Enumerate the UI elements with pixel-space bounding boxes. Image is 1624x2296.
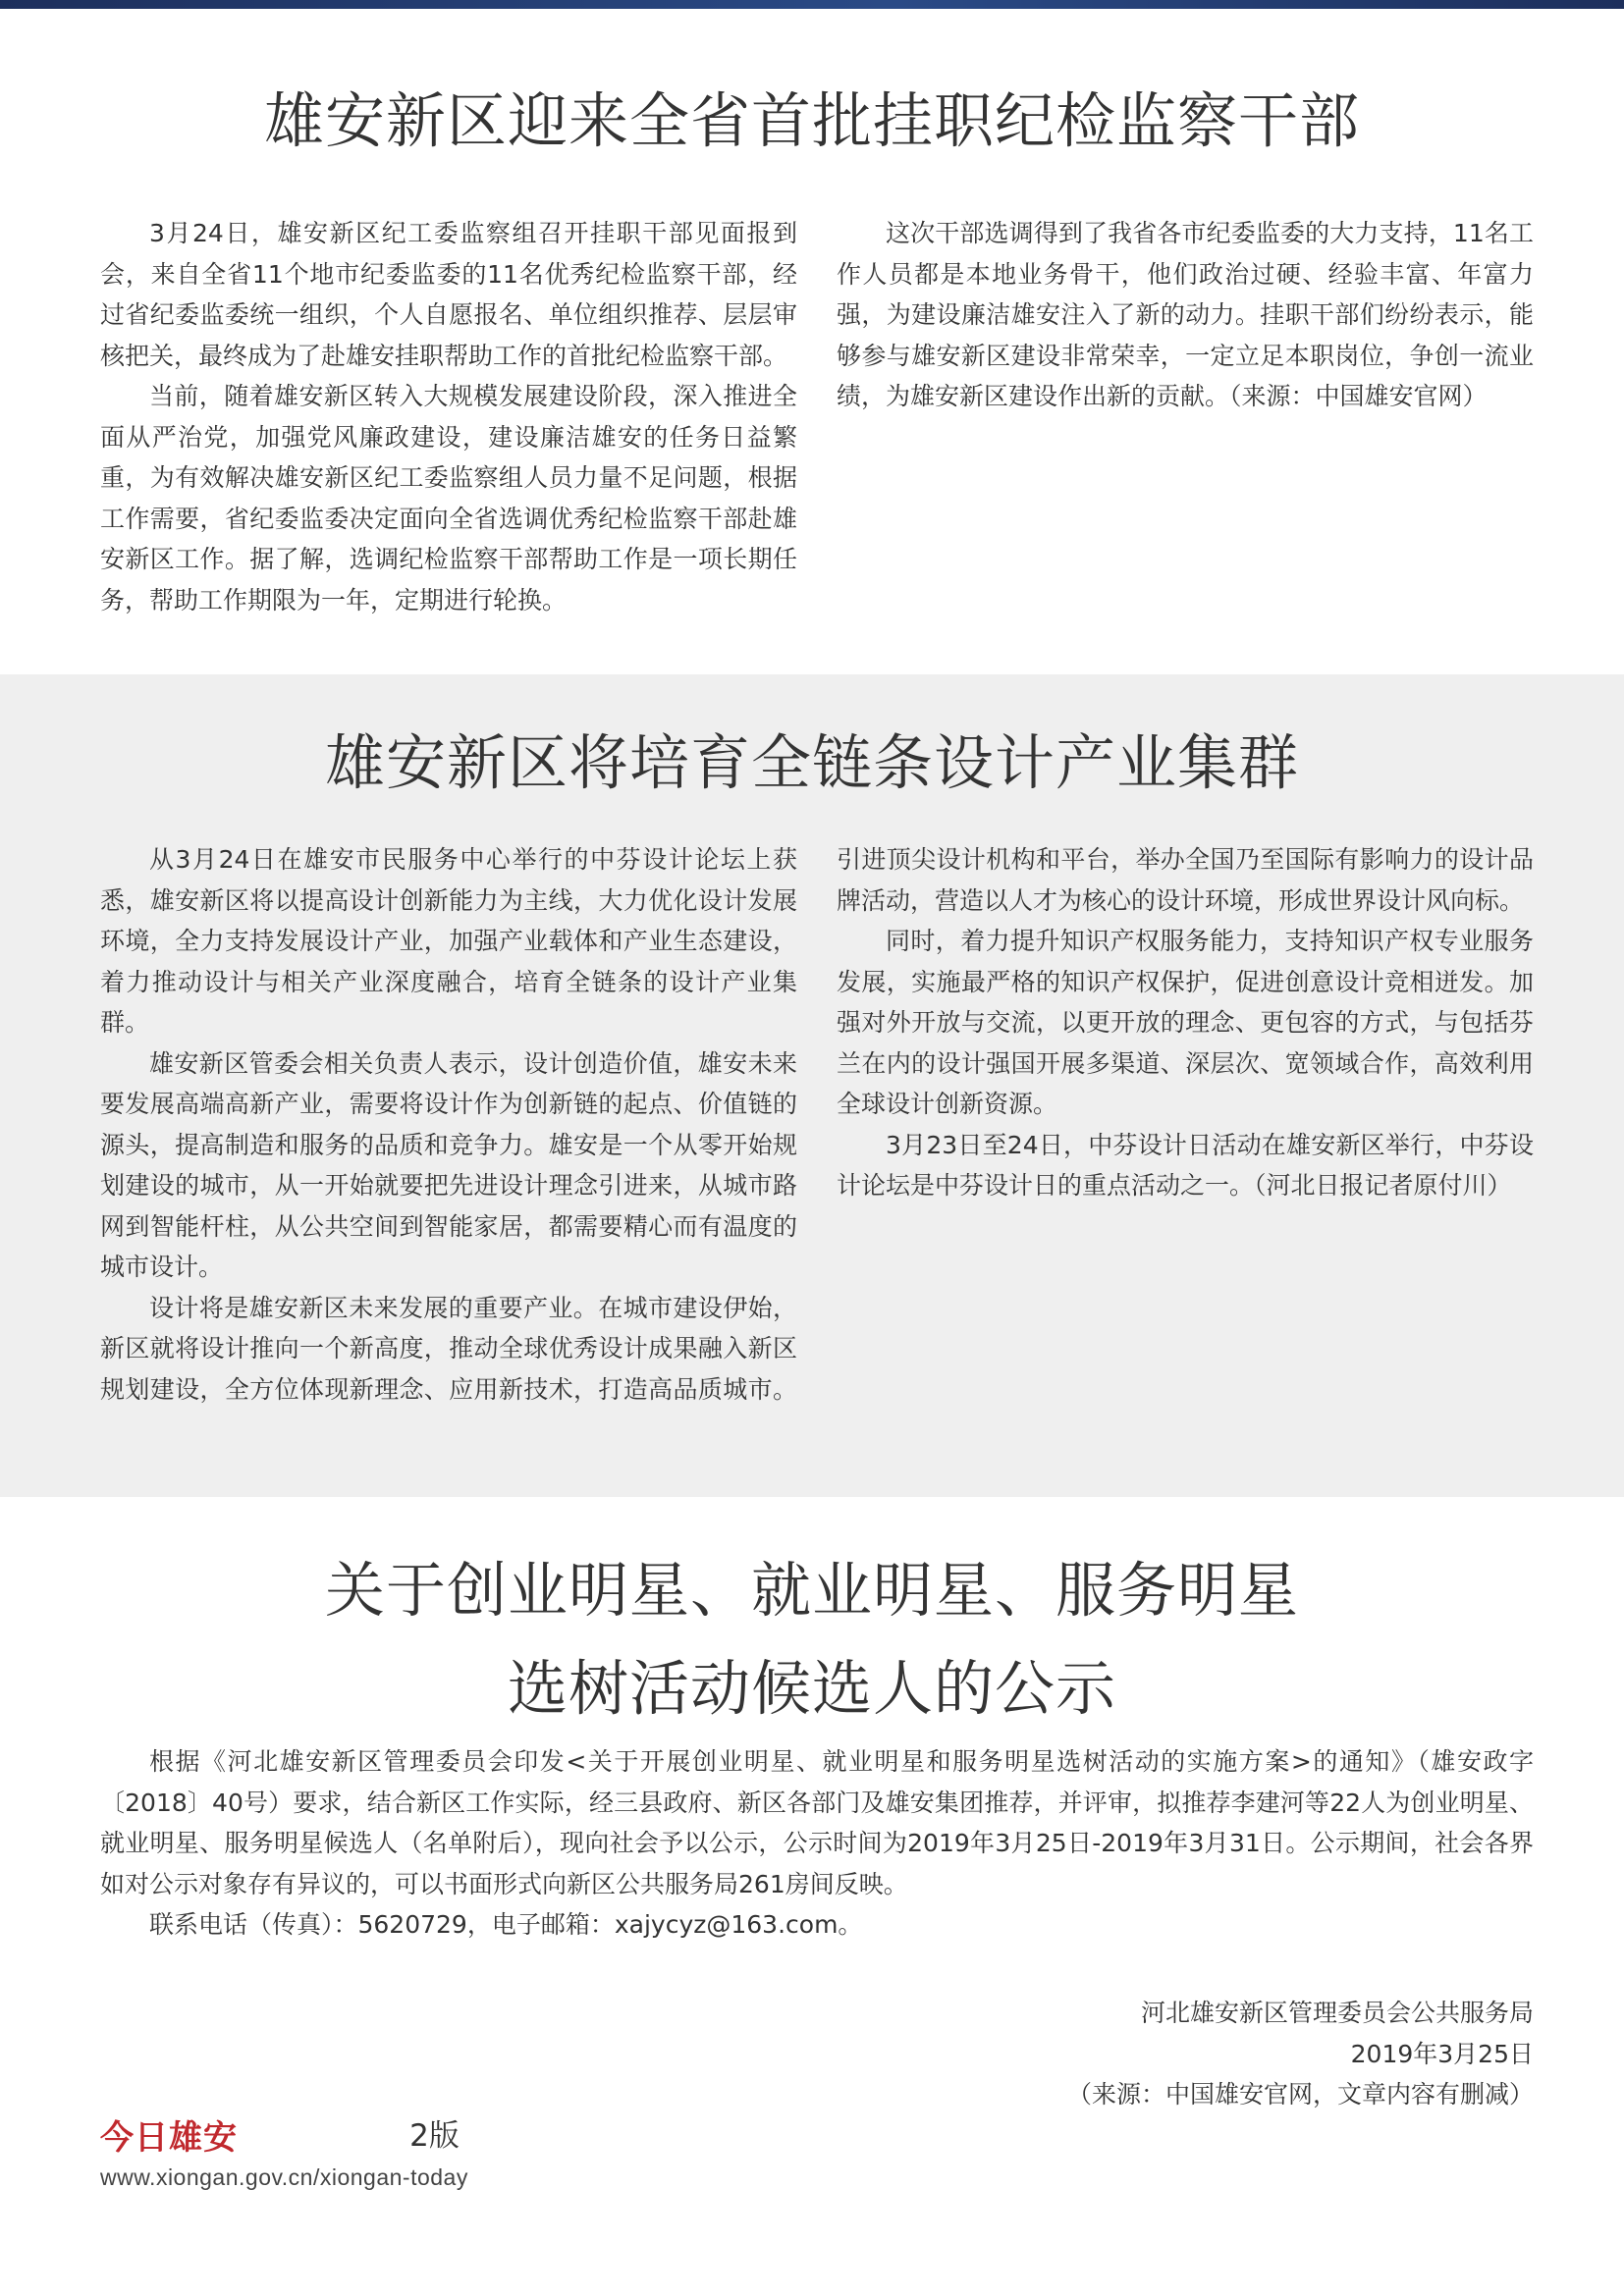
- paragraph: 3月24日，雄安新区纪工委监察组召开挂职干部见面报到会，来自全省11个地市纪委监委的11名优秀纪检监察干部，经过省纪委监委统一组织，个人自愿报名、单位组织推荐、层层审核把关，最终成为了赴雄安挂职帮助工作的首批纪检监察干部。: [100, 219, 797, 370]
- source-note: （来源：中国雄安官网，文章内容有删减）: [1066, 2080, 1534, 2109]
- title-line-1: 关于创业明星、就业明星、服务明星: [324, 1556, 1299, 1626]
- paragraph: 雄安新区管委会相关负责人表示，设计创造价值，雄安未来要发展高端高新产业，需要将设计作为创新链的起点、价值链的源头，提高制造和服务的品质和竞争力。雄安是一个从零开始规划建设的城市，从一开始就要把先进设计理念引进来，从城市路网到智能杆柱，从公共空间到智能家居，都需要精心而有温度的城市设计。: [100, 1048, 797, 1281]
- article-title: [0, 1542, 1624, 1738]
- article-title: 雄安新区迎来全省首批挂职纪检监察干部: [263, 86, 1360, 156]
- paragraph: 从3月24日在雄安市民服务中心举行的中芬设计论坛上获悉，雄安新区将以提高设计创新能力为主线，大力优化设计发展环境，全力支持发展设计产业，加强产业载体和产业生态建设，着力推动设计与相关产业深度融合，培育全链条的设计产业集群。: [100, 845, 797, 1037]
- issue-date: 2019年3月25日: [1350, 2039, 1534, 2068]
- page-footer: [100, 2110, 468, 2191]
- site-url: www.xiongan.gov.cn/xiongan-today: [100, 2164, 468, 2190]
- issuer: 河北雄安新区管理委员会公共服务局: [1140, 1999, 1534, 2027]
- paragraph: 3月23日至24日，中芬设计日活动在雄安新区举行，中芬设计论坛是中芬设计日的重点活动之一。（河北日报记者原付川）: [837, 1130, 1534, 1200]
- contact-line: 联系电话（传真）：5620729，电子邮箱：xajycyz@163.com。: [149, 1910, 863, 1939]
- title-line-2: 选树活动候选人的公示: [507, 1654, 1116, 1724]
- page-number: 2版: [409, 2118, 460, 2154]
- notice-body: [100, 1741, 1534, 1946]
- paragraph: 根据《河北雄安新区管理委员会印发<关于开展创业明星、就业明星和服务明星选树活动的实施方案>的通知》（雄安政字〔2018〕40号）要求，结合新区工作实际，经三县政府、新区各部门及雄安集团推荐，并评审，拟推荐李建河等22人为创业明星、就业明星、服务明星候选人（名单附后），现向社会予以公示，公示时间为2019年3月25日-2019年3月31日。公示期间，社会各界如对公示对象存有异议的，可以书面形式向新区公共服务局261房间反映。: [100, 1747, 1534, 1898]
- top-accent-bar: [0, 0, 1624, 9]
- article-discipline-inspection: [0, 9, 1624, 674]
- article-body: [100, 839, 1534, 1468]
- paragraph: 设计将是雄安新区未来发展的重要产业。在城市建设伊始，新区就将设计推向一个新高度，推动全球优秀设计成果融入新区规划建设，全方位体现新理念、应用新技术，打造高品质城市。引进顶尖设计机构和平台，举办全国乃至国际有影响力的设计品牌活动，营造以人才为核心的设计环境，形成世界设计风向标。: [100, 845, 1534, 1404]
- article-design-industry: [0, 674, 1624, 1497]
- paragraph: 这次干部选调得到了我省各市纪委监委的大力支持，11名工作人员都是本地业务骨干，他们政治过硬、经验丰富、年富力强，为建设廉洁雄安注入了新的动力。挂职干部们纷纷表示，能够参与雄安新区建设非常荣幸，一定立足本职岗位，争创一流业绩，为雄安新区建设作出新的贡献。（来源：中国雄安官网）: [837, 219, 1534, 410]
- brand-logo: 今日雄安: [100, 2118, 238, 2158]
- paragraph: 同时，着力提升知识产权服务能力，支持知识产权专业服务发展，实施最严格的知识产权保护，促进创意设计竞相迸发。加强对外开放与交流，以更开放的理念、更包容的方式，与包括芬兰在内的设计强国开展多渠道、深层次、宽领域合作，高效利用全球设计创新资源。: [837, 927, 1534, 1118]
- signature-block: [1067, 1993, 1534, 2115]
- paragraph: 当前，随着雄安新区转入大规模发展建设阶段，深入推进全面从严治党，加强党风廉政建设，建设廉洁雄安的任务日益繁重，为有效解决雄安新区纪工委监察组人员力量不足问题，根据工作需要，省纪委监委决定面向全省选调优秀纪检监察干部赴雄安新区工作。据了解，选调纪检监察干部帮助工作是一项长期任务，帮助工作期限为一年，定期进行轮换。: [100, 382, 797, 614]
- article-body: [100, 213, 1534, 629]
- article-title: 雄安新区将培育全链条设计产业集群: [324, 728, 1299, 798]
